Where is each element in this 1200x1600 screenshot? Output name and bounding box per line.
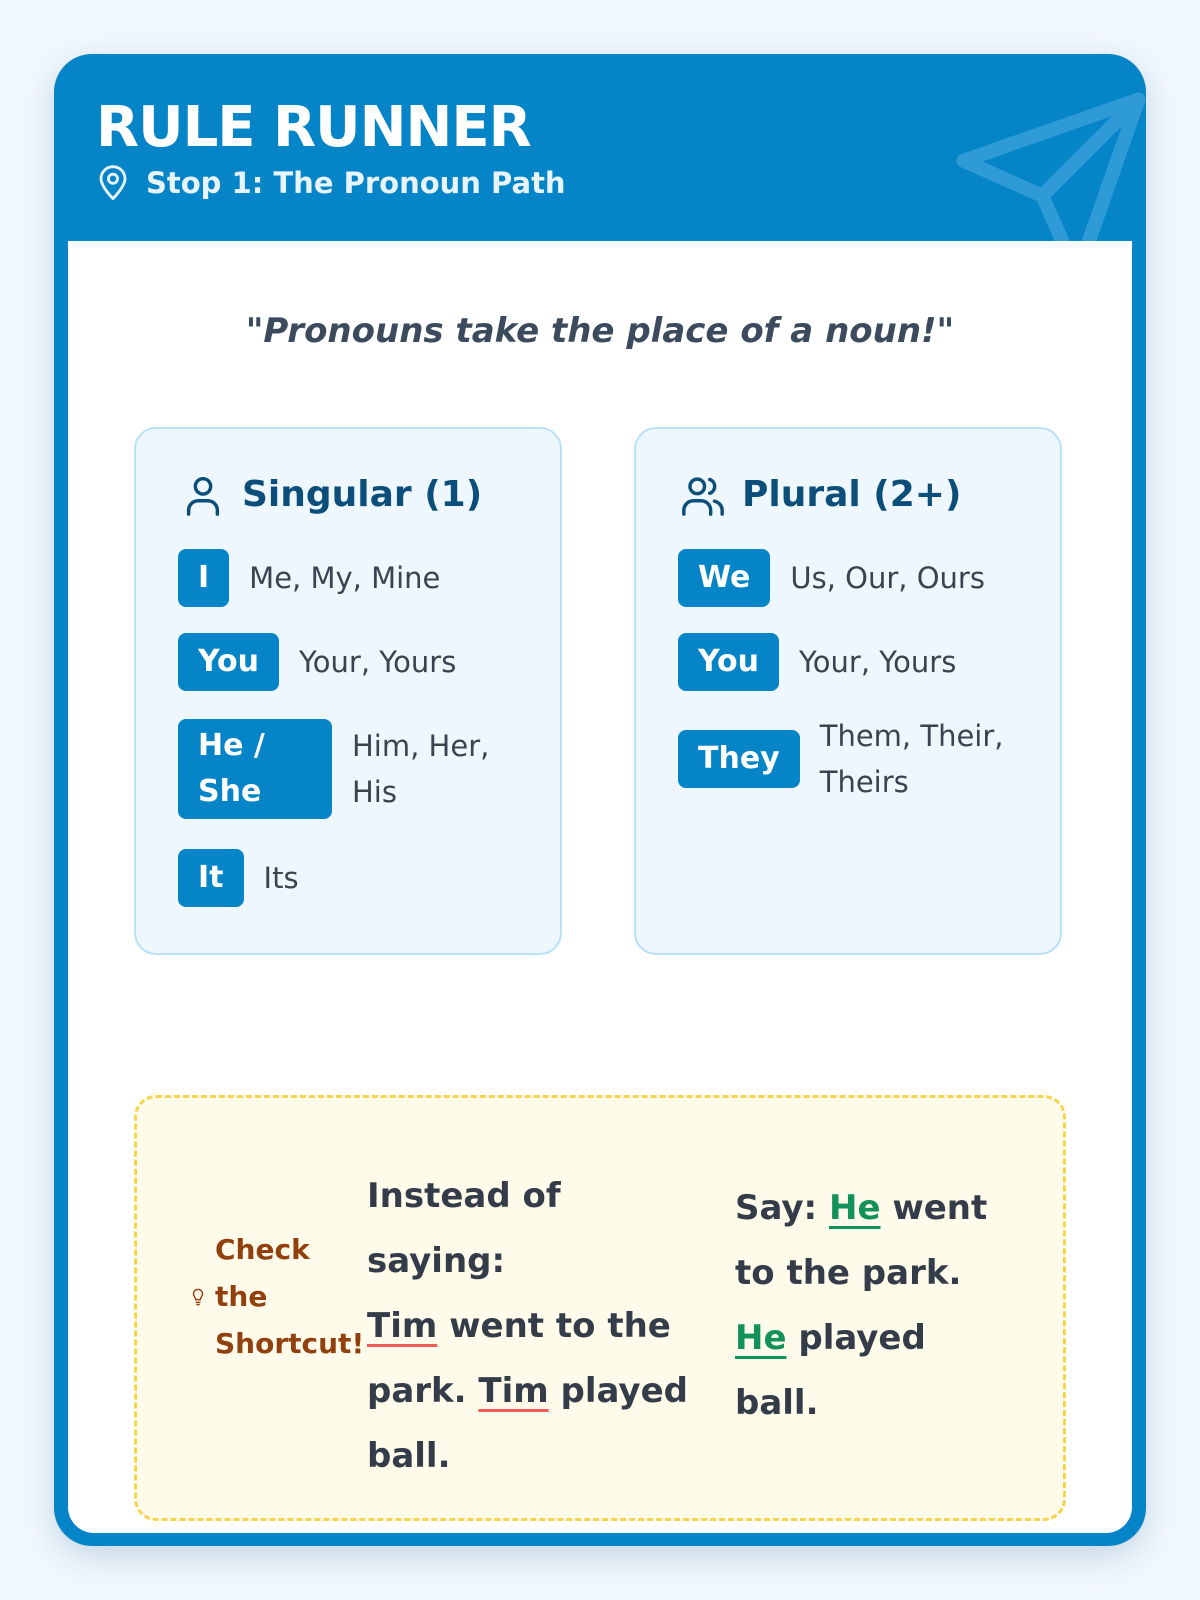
pronoun-row	[178, 549, 440, 607]
pronoun-forms: Your, Yours	[298, 645, 457, 679]
stop-subtitle	[96, 164, 566, 202]
pronoun-badge: You	[178, 633, 279, 691]
pronoun-badge: They	[678, 730, 800, 788]
singular-panel	[134, 427, 562, 955]
pronoun-row	[678, 713, 1004, 805]
pronoun-badge-line: She	[198, 774, 262, 809]
repeated-noun: Tim	[478, 1371, 549, 1411]
replacement-pronoun: He	[828, 1188, 881, 1228]
singular-heading	[180, 471, 482, 519]
pronoun-forms: Your, Yours	[798, 645, 957, 679]
pronoun-forms	[820, 713, 1004, 805]
pronoun-forms: Its	[263, 861, 299, 895]
pronoun-row	[678, 633, 956, 691]
users-icon	[680, 472, 726, 518]
plural-title: Plural (2+)	[742, 474, 962, 515]
sentence-text: played ball.	[735, 1318, 926, 1423]
pronoun-badge: We	[678, 549, 770, 607]
pronoun-row	[178, 849, 299, 907]
shortcut-tip	[191, 1226, 365, 1367]
pronoun-forms: Us, Our, Ours	[790, 561, 985, 595]
pronoun-row	[178, 719, 552, 819]
shortcut-label-line: Check	[215, 1233, 310, 1266]
before-intro: Instead of saying:	[367, 1176, 561, 1281]
shortcut-label-line: Shortcut!	[215, 1327, 365, 1360]
pronoun-row	[178, 633, 456, 691]
plural-heading	[680, 471, 961, 519]
replacement-pronoun: He	[735, 1318, 787, 1358]
pronoun-badge: You	[678, 633, 779, 691]
plural-panel	[634, 427, 1062, 955]
after-intro: Say:	[735, 1188, 829, 1228]
app-title: RULE RUNNER	[96, 95, 531, 160]
example-before	[367, 1164, 703, 1489]
lightbulb-icon	[191, 1288, 205, 1306]
sentence-text: played ball.	[367, 1371, 688, 1476]
repeated-noun: Tim	[367, 1306, 438, 1346]
pronoun-forms-line: Theirs	[819, 765, 909, 799]
sentence-text: went to the park.	[367, 1306, 671, 1411]
singular-title: Singular (1)	[242, 474, 483, 515]
pronoun-forms	[352, 723, 552, 815]
card-body	[68, 241, 1132, 1533]
card-header	[54, 54, 1146, 241]
shortcut-label-line: the	[215, 1280, 268, 1313]
example-after	[735, 1176, 1005, 1436]
pronoun-badge	[178, 719, 332, 819]
pronoun-forms-line: His	[352, 775, 397, 809]
pronoun-badge: I	[178, 549, 229, 607]
pronoun-row	[678, 549, 985, 607]
pronoun-forms-line: Them, Their,	[819, 719, 1004, 753]
pronoun-forms-line: Him, Her,	[352, 729, 490, 763]
paper-plane-icon	[946, 82, 1146, 241]
shortcut-box	[134, 1095, 1066, 1521]
user-icon	[180, 472, 226, 518]
pronoun-badge-line: He /	[198, 728, 265, 763]
map-pin-icon	[96, 164, 130, 202]
lesson-card	[54, 54, 1146, 1546]
pronoun-forms: Me, My, Mine	[249, 561, 441, 595]
shortcut-label	[215, 1226, 365, 1367]
pronoun-badge: It	[178, 849, 244, 907]
rule-quote: "Pronouns take the place of a noun!"	[245, 311, 955, 351]
subtitle-text: Stop 1: The Pronoun Path	[146, 166, 566, 200]
sentence-text: went to the park.	[735, 1188, 988, 1293]
